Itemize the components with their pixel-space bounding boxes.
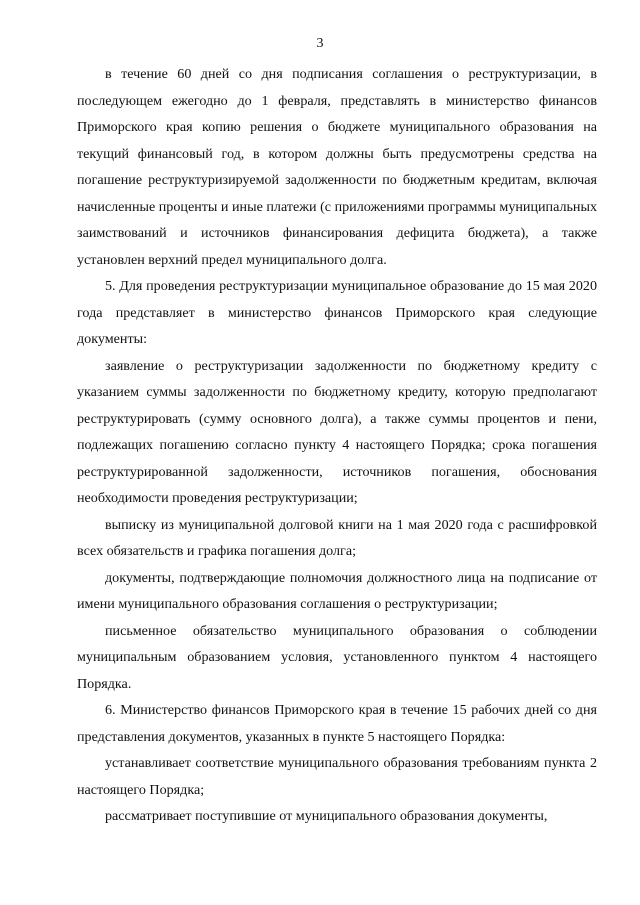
page-number: 3 [316, 36, 324, 51]
paragraph-submission-deadline: в течение 60 дней со дня подписания соглашения о реструктуризации, в последующем ежегодно до 1 февраля, представлять в министерство финансов Приморского края копию решения о бюджете муниципального образования на текущий финансовый год, в котором должны быть предусмотрены средства на погашение реструктуризируемой задолженности по бюджетным кредитам, включая начисленные проценты и иные платежи (с приложениями программы муниципальных заимствований и источников финансирования дефицита бюджета), а также установлен верхний предел муниципального долга. [77, 66, 597, 268]
document-body [77, 61, 597, 830]
paragraph-authority-documents: документы, подтверждающие полномочия должностного лица на подписание от имени муниципального образования соглашения о реструктуризации; [77, 569, 597, 612]
paragraph-debt-book-extract: выписку из муниципальной долговой книги на 1 мая 2020 года с расшифровкой всех обязательств и графика погашения долга; [77, 516, 597, 559]
paragraph-application: заявление о реструктуризации задолженности по бюджетному кредиту с указанием суммы задолженности по бюджетному кредиту, которую предполагают реструктурировать (сумму основного долга), а также суммы процентов и пени, подлежащих погашению согласно пункту 4 настоящего Порядка; срока погашения реструктурированной задолженности, источников погашения, обоснования необходимости проведения реструктуризации; [77, 357, 597, 506]
paragraph-review-documents: рассматривает поступившие от муниципального образования документы, [105, 808, 548, 824]
paragraph-written-obligation: письменное обязательство муниципального образования о соблюдении муниципальным образованием условия, установленного пунктом 4 настоящего Порядка. [77, 622, 597, 692]
paragraph-compliance-check: устанавливает соответствие муниципального образования требованиям пункта 2 настоящего Порядка; [77, 755, 597, 798]
paragraph-item-6: 6. Министерство финансов Приморского края в течение 15 рабочих дней со дня представления документов, указанных в пункте 5 настоящего Порядка: [77, 702, 597, 745]
paragraph-item-5: 5. Для проведения реструктуризации муниципальное образование до 15 мая 2020 года представляет в министерство финансов Приморского края следующие документы: [77, 278, 597, 347]
